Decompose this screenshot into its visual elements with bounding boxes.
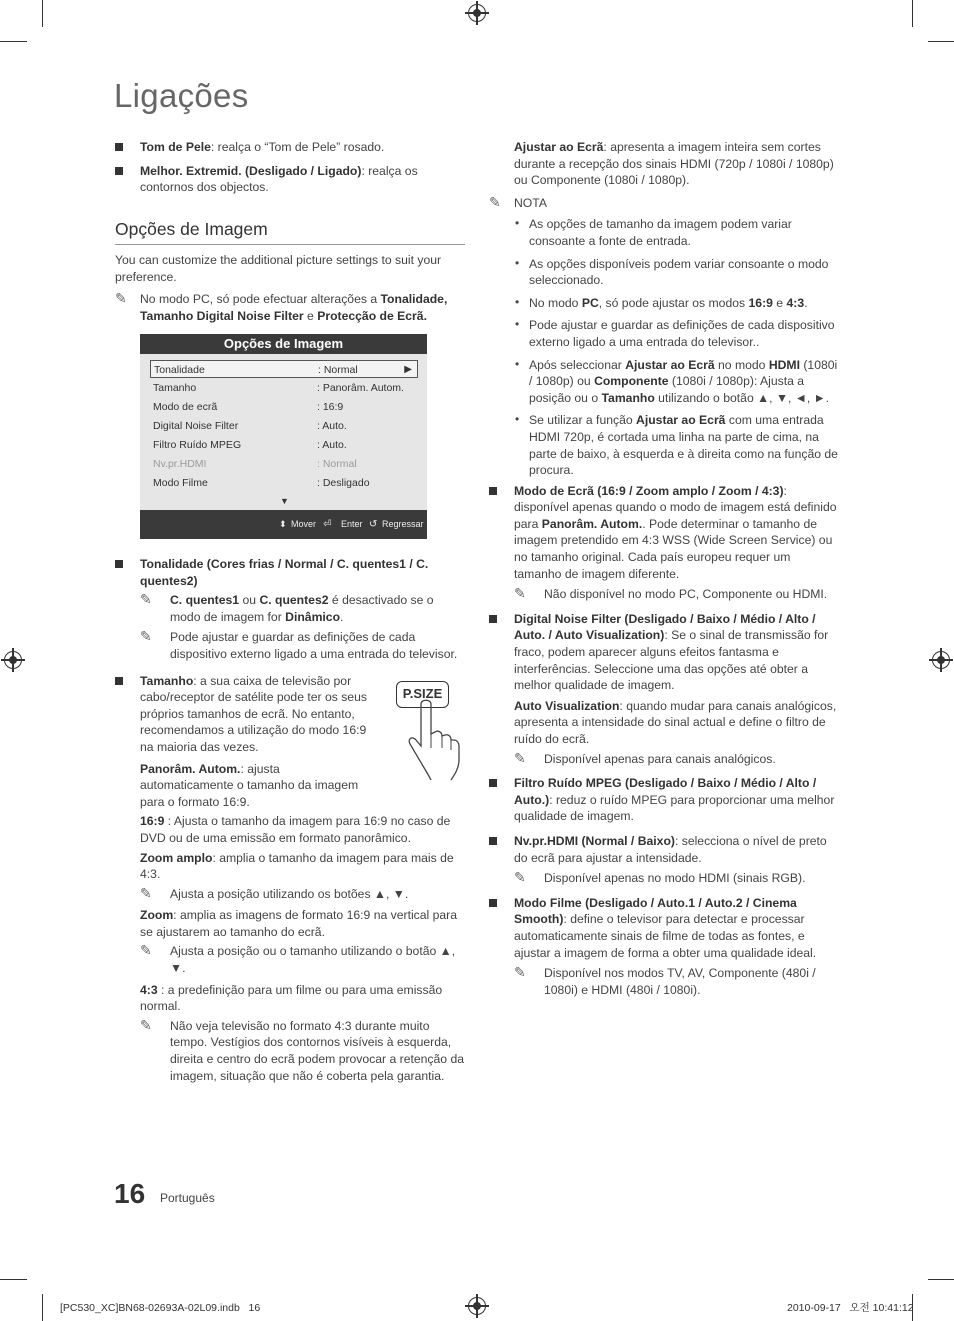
- osd-menu-row[interactable]: Modo Filme : Desligado: [153, 477, 370, 489]
- pencil-note-icon: ✎: [140, 884, 152, 901]
- osd-menu: [140, 334, 427, 539]
- enter-icon: ⏎: [323, 519, 332, 530]
- list-item: • As opções de tamanho da imagem podem variar consoante a fonte de entrada.: [515, 216, 792, 248]
- registration-mark-icon: [468, 1297, 486, 1315]
- list-item: • Pode ajustar e guardar as definições de cada dispositivo externo ligado a uma entrada do televisor..: [515, 317, 835, 349]
- crop-mark: [928, 1279, 954, 1280]
- note: ✎ C. quentes1 ou C. quentes2 é desactivado se o modo de imagem for Dinâmico.: [140, 591, 434, 624]
- registration-mark-icon: [4, 651, 22, 669]
- list-item: • Após seleccionar Ajustar ao Ecrã no modo HDMI (1080i / 1080p) ou Componente (1080i / 1080p): Ajusta a posição ou o Tamanho utilizando o botão ▲, ▼, ◄, ►.: [515, 356, 838, 405]
- note: ✎ Ajusta a posição utilizando os botões ▲, ▼.: [140, 884, 409, 901]
- list-item: • As opções disponíveis podem variar consoante o modo seleccionado.: [515, 255, 829, 288]
- note: ✎ Disponível nos modos TV, AV, Componente (480i / 1080i) e HDMI (480i / 1080i).: [514, 964, 816, 997]
- page-number: 16: [114, 1178, 146, 1209]
- square-bullet-icon: [489, 837, 497, 845]
- intro-text: You can customize the additional picture settings to suit your preference.: [115, 253, 442, 284]
- pencil-note-icon: ✎: [489, 193, 501, 210]
- pencil-note-icon: ✎: [140, 591, 152, 608]
- footer-file: [PC530_XC]BN68-02693A-02L09.indb 16: [60, 1302, 261, 1314]
- crop-mark: [0, 41, 27, 42]
- registration-mark-icon: [932, 651, 950, 669]
- pencil-note-icon: ✎: [514, 749, 526, 766]
- osd-menu-row[interactable]: Tonalidade : Normal ▶: [150, 360, 418, 378]
- note: ✎ Ajusta a posição ou o tamanho utilizando o botão ▲, ▼.: [140, 942, 456, 976]
- list-item: • No modo PC, só pode ajustar os modos 16:9 e 4:3.: [515, 294, 808, 310]
- square-bullet-icon: [115, 143, 123, 151]
- pencil-note-icon: ✎: [140, 1016, 152, 1033]
- crop-mark: [42, 0, 43, 27]
- osd-menu-row[interactable]: Modo de ecrã : 16:9: [153, 401, 344, 413]
- osd-menu-row[interactable]: Filtro Ruído MPEG : Auto.: [153, 439, 347, 451]
- arrow-down-icon: ▼: [280, 496, 289, 506]
- square-bullet-icon: [115, 560, 123, 568]
- note: ✎ Pode ajustar e guardar as definições de cada dispositivo externo ligado a uma entrada do televisor.: [140, 628, 458, 661]
- tamanho-details: Panorâm. Autom.: ajusta automaticamente o tamanho da imagem para o formato 16:9. 16:9 : Ajusta o tamanho da imagem para 16:9 no caso de DVD ou de uma emissão em formato panorâmico. Zoom amplo: amplia o tamanho da imagem para mais de 4:3. ✎ Ajusta a posição utilizando os botões ▲, ▼. Zoom: amplia as imagens de formato 16:9 na vertical para se ajustarem ao tamanho do ecrã. ✎ Ajusta a posição ou o tamanho utilizando o botão ▲, ▼. 4:3 : a predefinição para um filme ou para uma emissão normal. ✎ Não veja televisão no formato 4:3 durante muito tempo. Vestígios dos contornos visíveis à esquerda, direita e centro do ecrã podem provocar a retenção da imagem, situação que não é coberta pela garantia.: [140, 761, 465, 1083]
- note-header: ✎ NOTA: [489, 193, 547, 210]
- crop-mark: [912, 0, 913, 27]
- left-intro: [115, 252, 460, 328]
- crop-mark: [928, 41, 954, 42]
- osd-menu-title: Opções de Imagem: [140, 334, 427, 354]
- osd-menu-footer: ⬍ Mover ⏎ Enter ↺ Regressar: [140, 510, 427, 539]
- psize-button-icon: P.SIZE: [396, 681, 449, 708]
- page-title: Ligações: [114, 77, 249, 114]
- right-column: Ajustar ao Ecrã: apresenta a imagem inteira sem cortes durante a recepção dos sinais HDMI (720p / 1080i / 1080p) ou Componente (1080i / 1080p). ✎ NOTA • As opções de tamanho da imagem podem variar consoante a fonte de entrada. • As opções disponíveis podem variar consoante o modo seleccionado. • No modo PC, só pode ajustar os modos 16:9 e 4:3. • Pode ajustar e guardar as definições de cada dispositivo externo ligado a uma entrada do televisor.. • Após seleccionar Ajustar ao Ecrã no modo HDMI (1080i / 1080p) ou Componente (1080i / 1080p): Ajusta a posição ou o Tamanho utilizando o botão ▲, ▼, ◄, ►. • Se utilizar a função Ajustar ao Ecrã com uma entrada HDMI 720p, é cortada uma linha na parte de cima, na parte de baixo, à esquerda e à direita como na função de procura. Modo de Ecrã (16:9 / Zoom amplo / Zoom / 4:3): disponível apenas quando o modo de imagem está definido para Panorâm. Autom.. Pode determinar o tamanho de imagem pretendido em 4:3 WSS (Wide Screen Service) ou no tamanho original. Cada país europeu requer um tamanho de imagem diferente. ✎ Não disponível no modo PC, Componente ou HDMI. Digital Noise Filter (Desligado / Baixo / Médio / Alto / Auto. / Auto Visualization): Se o sinal de transmissão for fraco, podem aparecer alguns efeitos fantasma e interferências. Seleccione uma das opções até obter a melhor qualidade de imagem. Auto Visualization: quando mudar para canais analógicos, apresenta a intensidade do sinal actual e define o filtro de ruído do ecrã. ✎ Disponível apenas para canais analógicos. Filtro Ruído MPEG (Desligado / Baixo / Médio / Alto / Auto.): reduz o ruído MPEG para proporcionar uma melhor qualidade de imagem. Nv.pr.HDMI (Normal / Baixo): selecciona o nível de preto do ecrã para ajustar a intensidade. ✎ Disponível apenas no modo HDMI (sinais RGB). Modo Filme (Desligado / Auto.1 / Auto.2 / Cinema Smooth): define o televisor para detectar e processar automaticamente sinais de filme de todas as fontes, e ajustar a imagem de forma a obter uma qualidade ideal. ✎ Disponível nos modos TV, AV, Componente (480i / 1080i) e HDMI (480i / 1080i).: [489, 140, 838, 997]
- left-column: [115, 139, 465, 203]
- square-bullet-icon: [489, 615, 497, 623]
- list-item: Modo Filme (Desligado / Auto.1 / Auto.2 / Cinema Smooth): define o televisor para detectar e processar automaticamente sinais de filme de todas as fontes, e ajustar a imagem de forma a obter uma qualidade ideal.: [489, 895, 839, 961]
- left-items: [115, 556, 465, 1088]
- note: ✎ Disponível apenas no modo HDMI (sinais RGB).: [514, 869, 806, 886]
- arrow-right-icon: ▶: [404, 364, 412, 375]
- list-item: Digital Noise Filter (Desligado / Baixo / Médio / Alto / Auto. / Auto Visualization): Se o sinal de transmissão for fraco, podem aparecer alguns efeitos fantasma e interferências. Seleccione uma das opções até obter a melhor qualidade de imagem.: [489, 611, 839, 694]
- note-bullets: [489, 216, 839, 478]
- list-item: Tom de Pele: realça o “Tom de Pele” rosado.: [115, 139, 465, 156]
- square-bullet-icon: [115, 677, 123, 685]
- registration-mark-icon: [468, 4, 486, 22]
- list-item: • Se utilizar a função Ajustar ao Ecrã com uma entrada HDMI 720p, é cortada uma linha na parte de cima, na parte de baixo, à esquerda e à direita como na função de procura.: [515, 412, 838, 478]
- section-title: Opções de Imagem: [115, 219, 268, 239]
- crop-mark: [0, 1279, 27, 1280]
- osd-menu-row[interactable]: Digital Noise Filter : Auto.: [153, 420, 347, 432]
- pencil-note-icon: ✎: [514, 585, 526, 602]
- note: ✎ Disponível apenas para canais analógicos.: [514, 749, 776, 766]
- pencil-note-icon: ✎: [140, 942, 152, 959]
- move-icon: ⬍: [279, 519, 287, 529]
- section-divider: [115, 244, 465, 245]
- note: ✎ Não veja televisão no formato 4:3 durante muito tempo. Vestígios dos contornos visíveis à esquerda, direita e centro do ecrã podem provocar a retenção da imagem, situação que não é coberta pela garantia.: [140, 1016, 465, 1083]
- osd-menu-row: Nv.pr.HDMI : Normal: [153, 458, 357, 470]
- page-language: Português: [160, 1191, 215, 1205]
- pencil-note-icon: ✎: [140, 628, 152, 645]
- note: ✎ No modo PC, só pode efectuar alterações a Tonalidade, Tamanho Digital Noise Filter e Protecção de Ecrã.: [115, 290, 448, 323]
- list-item: Melhor. Extremid. (Desligado / Ligado): realça os contornos dos objectos.: [115, 163, 465, 196]
- square-bullet-icon: [489, 779, 497, 787]
- pencil-note-icon: ✎: [514, 964, 526, 981]
- square-bullet-icon: [115, 167, 123, 175]
- crop-mark: [42, 1294, 43, 1321]
- footer-date: 2010-09-17 오전 10:41:12: [787, 1302, 914, 1314]
- pointing-hand-icon: [405, 696, 467, 782]
- list-item: Tamanho: a sua caixa de televisão por cabo/receptor de satélite pode ter os seus próprios tamanhos de ecrã. No entanto, recomendamos a utilização do modo 16:9 na maioria das vezes.: [115, 673, 370, 756]
- square-bullet-icon: [489, 899, 497, 907]
- osd-menu-row[interactable]: Tamanho : Panorâm. Autom.: [153, 382, 404, 394]
- return-icon: ↺: [369, 519, 378, 530]
- list-item: Nv.pr.HDMI (Normal / Baixo): selecciona o nível de preto do ecrã para ajustar a intensidade.: [489, 833, 839, 866]
- list-item: Tonalidade (Cores frias / Normal / C. quentes1 / C. quentes2): [115, 556, 465, 589]
- list-item: Modo de Ecrã (16:9 / Zoom amplo / Zoom / 4:3): disponível apenas quando o modo de imagem está definido para Panorâm. Autom.. Pode determinar o tamanho de imagem pretendido em 4:3 WSS (Wide Screen Service) ou no tamanho original. Cada país europeu requer um tamanho de imagem diferente.: [489, 483, 839, 583]
- note: ✎ Não disponível no modo PC, Componente ou HDMI.: [514, 585, 828, 602]
- square-bullet-icon: [489, 487, 497, 495]
- pencil-note-icon: ✎: [514, 869, 526, 886]
- pencil-note-icon: ✎: [115, 290, 127, 307]
- list-item: Filtro Ruído MPEG (Desligado / Baixo / Médio / Alto / Auto.): reduz o ruído MPEG para proporcionar uma melhor qualidade de imagem.: [489, 775, 839, 825]
